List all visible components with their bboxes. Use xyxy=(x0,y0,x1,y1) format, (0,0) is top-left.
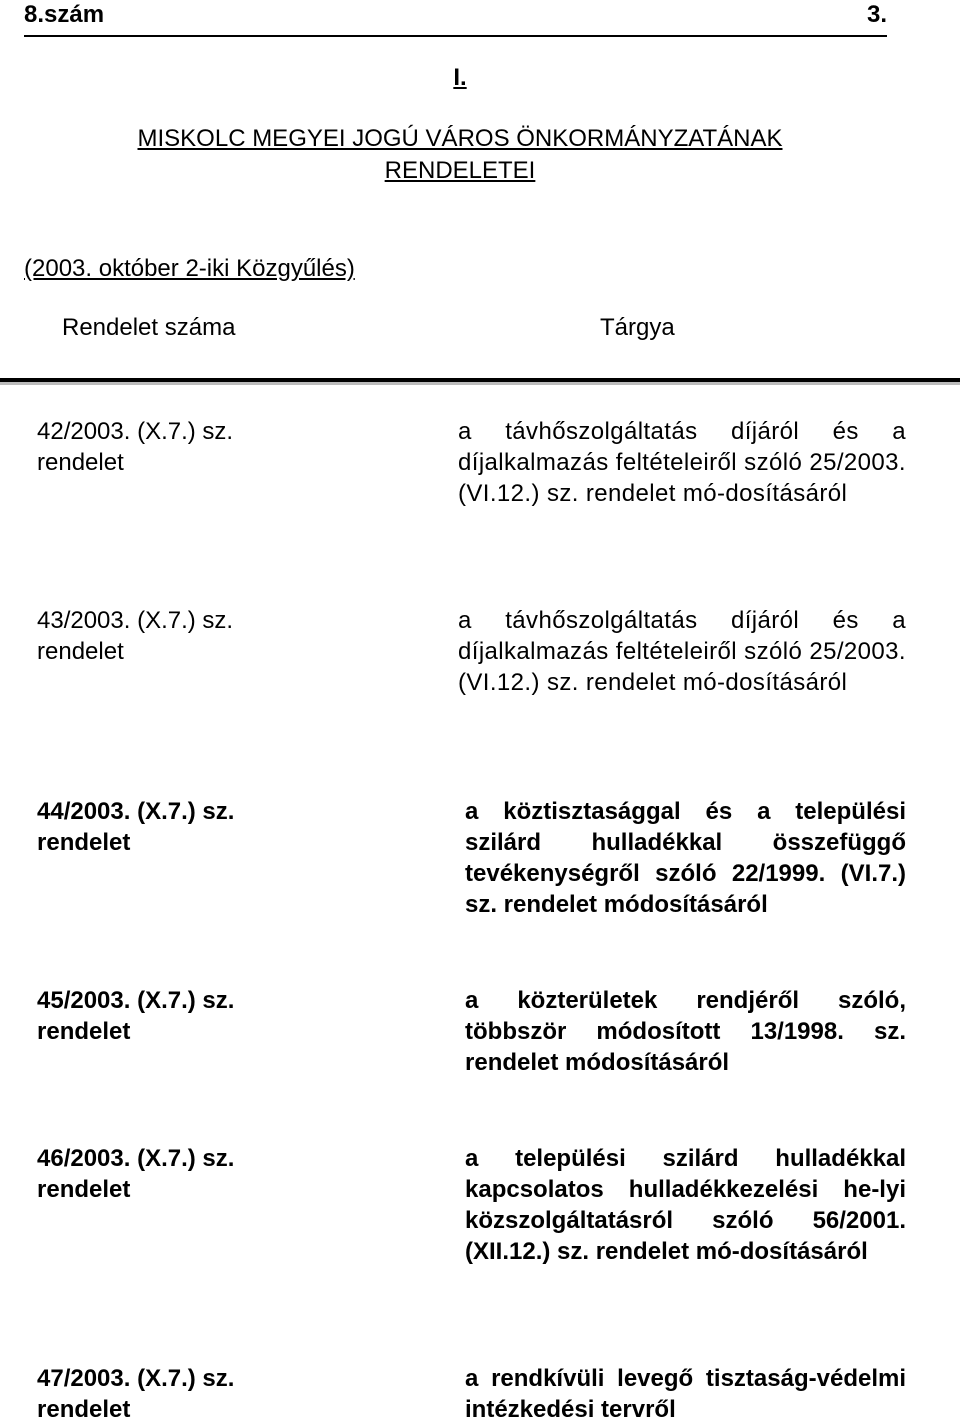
column-header-subject: Tárgya xyxy=(600,314,675,341)
regulation-subject: a települési szilárd hulladékkal kapcsolatos hulladékkezelési he-lyi közszolgáltatásról szóló 56/2001. (XII.12.) sz. rendelet mó-dosításáról xyxy=(465,1145,906,1265)
regulation-number: 42/2003. (X.7.) sz. rendelet xyxy=(37,418,234,476)
issue-number: 8.szám xyxy=(24,1,105,28)
document-title xyxy=(40,123,880,187)
regulation-number: 47/2003. (X.7.) sz. rendelet xyxy=(37,1365,235,1422)
session-date: (2003. október 2-iki Közgyűlés) xyxy=(24,255,355,282)
regulation-number: 46/2003. (X.7.) sz. rendelet xyxy=(37,1145,235,1203)
document-title-line-1: MISKOLC MEGYEI JOGÚ VÁROS ÖNKORMÁNYZATÁNAK xyxy=(137,125,783,152)
page-number: 3. xyxy=(866,1,887,28)
column-header-number: Rendelet száma xyxy=(62,314,236,341)
regulation-subject: a távhőszolgáltatás díjáról és a díjalkalmazás feltételeiről szóló 25/2003. (VI.12.) sz. rendelet mó-dosításáról xyxy=(458,607,906,696)
section-number: I. xyxy=(453,64,467,91)
page-header xyxy=(24,0,887,37)
regulation-number: 43/2003. (X.7.) sz. rendelet xyxy=(37,607,234,665)
regulation-subject: a közterületek rendjéről szóló, többször módosított 13/1998. sz. rendelet módosításáról xyxy=(465,987,906,1076)
header-divider xyxy=(0,378,960,382)
regulation-number: 44/2003. (X.7.) sz. rendelet xyxy=(37,798,235,856)
regulation-subject: a köztisztasággal és a települési szilárd hulladékkal összefüggő tevékenységről szóló 22/1999. (VI.7.) sz. rendelet módosításáról xyxy=(465,798,906,918)
regulation-subject: a rendkívüli levegő tisztaság-védelmi intézkedési tervről xyxy=(465,1365,906,1422)
regulation-number: 45/2003. (X.7.) sz. rendelet xyxy=(37,987,235,1045)
regulation-subject: a távhőszolgáltatás díjáról és a díjalkalmazás feltételeiről szóló 25/2003. (VI.12.) sz. rendelet mó-dosításáról xyxy=(458,418,906,507)
document-title-line-2: RENDELETEI xyxy=(384,157,536,184)
